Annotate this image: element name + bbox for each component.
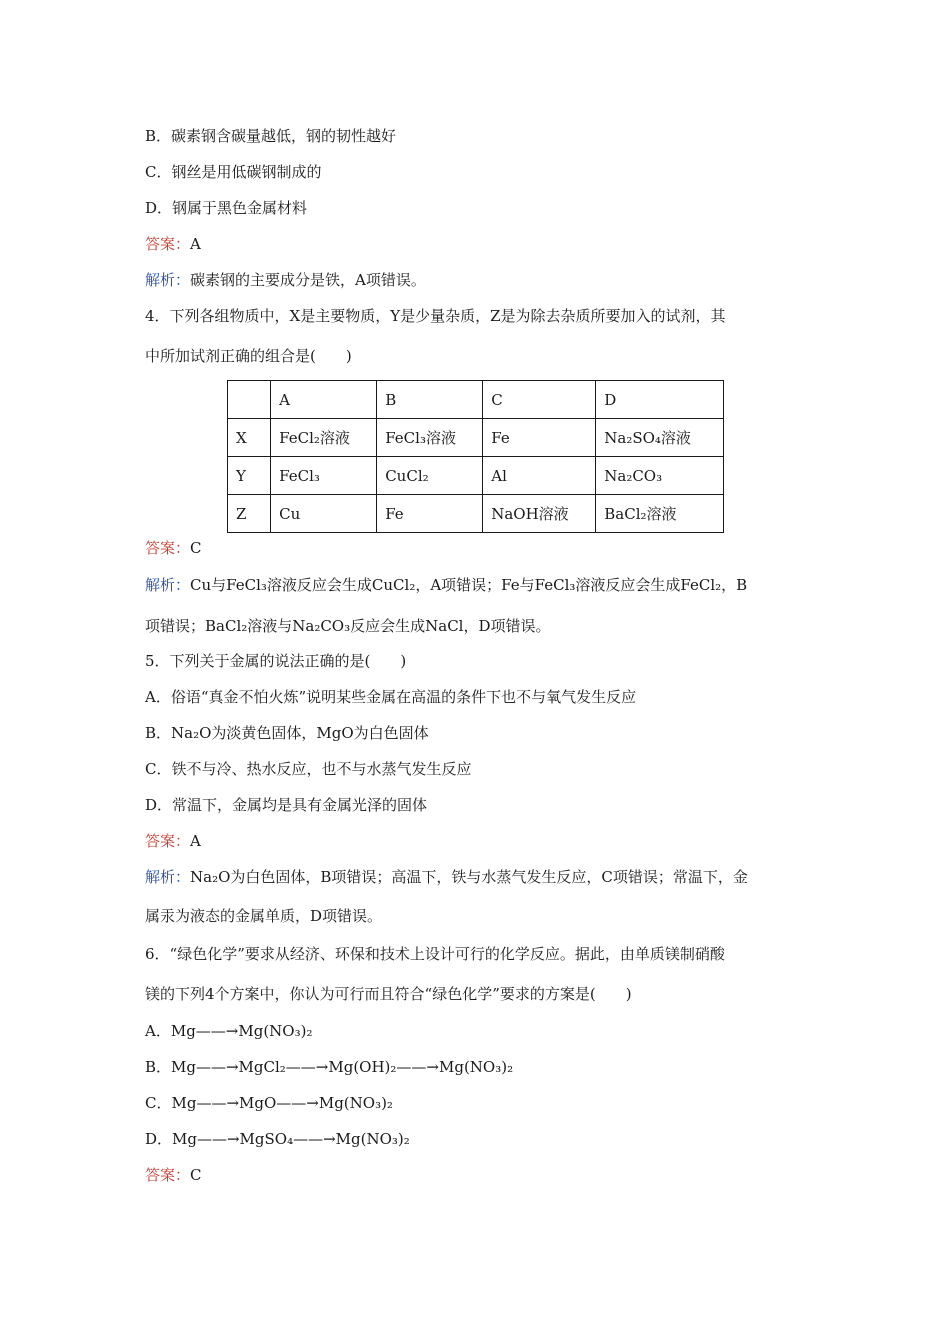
q5-analysis-line2: 属汞为液态的金属单质，D项错误。	[145, 907, 383, 925]
table-cell: Fe	[377, 495, 483, 533]
table-header-cell: A	[271, 381, 377, 419]
q6-option-d: D．Mg——→MgSO₄——→Mg(NO₃)₂	[145, 1130, 410, 1148]
q4-answer	[145, 538, 202, 558]
q3-option-d: D．钢属于黑色金属材料	[145, 199, 308, 217]
q4-stem-line2: 中所加试剂正确的组合是( )	[145, 347, 352, 365]
table-cell: FeCl₃	[271, 457, 377, 495]
q6-stem-line1: 6．“绿色化学”要求从经济、环保和技术上设计可行的化学反应。据此，由单质镁制硝酸	[145, 945, 725, 963]
analysis-label: 解析：	[145, 868, 191, 886]
q5-option-c: C．铁不与冷、热水反应，也不与水蒸气发生反应	[145, 760, 472, 778]
q5-option-d: D．常温下，金属均是具有金属光泽的固体	[145, 796, 428, 814]
q5-answer	[145, 831, 201, 851]
table-cell: FeCl₂溶液	[271, 419, 377, 457]
analysis-text: 碳素钢的主要成分是铁，A项错误。	[190, 271, 426, 289]
table-row-label: Y	[228, 457, 271, 495]
q5-option-b: B．Na₂O为淡黄色固体，MgO为白色固体	[145, 724, 429, 742]
analysis-label: 解析：	[145, 576, 191, 594]
table-row	[228, 457, 724, 495]
q4-analysis-line2: 项错误；BaCl₂溶液与Na₂CO₃反应会生成NaCl，D项错误。	[145, 617, 551, 635]
table-cell: NaOH溶液	[483, 495, 596, 533]
table-cell: BaCl₂溶液	[596, 495, 724, 533]
table-cell: CuCl₂	[377, 457, 483, 495]
q6-option-c: C．Mg——→MgO——→Mg(NO₃)₂	[145, 1094, 393, 1112]
table-cell: FeCl₃溶液	[377, 419, 483, 457]
q5-analysis-line1	[145, 867, 748, 887]
answer-value: C	[190, 1166, 202, 1184]
analysis-label: 解析：	[145, 271, 191, 289]
table-row	[228, 381, 724, 419]
answer-label: 答案：	[145, 832, 191, 850]
q3-answer	[145, 234, 201, 254]
answer-label: 答案：	[145, 539, 191, 557]
q5-option-a: A．俗语“真金不怕火炼”说明某些金属在高温的条件下也不与氧气发生反应	[145, 688, 637, 706]
table-cell: Al	[483, 457, 596, 495]
table-row-label: X	[228, 419, 271, 457]
table-row	[228, 419, 724, 457]
answer-value: C	[190, 539, 202, 557]
table-cell: Fe	[483, 419, 596, 457]
q6-stem-line2: 镁的下列4个方案中，你认为可行而且符合“绿色化学”要求的方案是( )	[145, 985, 632, 1003]
answer-label: 答案：	[145, 235, 191, 253]
answer-label: 答案：	[145, 1166, 191, 1184]
table-cell: Na₂CO₃	[596, 457, 724, 495]
q3-option-c: C．钢丝是用低碳钢制成的	[145, 163, 322, 181]
table-header-cell: B	[377, 381, 483, 419]
q3-option-b: B．碳素钢含碳量越低，钢的韧性越好	[145, 127, 397, 145]
analysis-text: Cu与FeCl₃溶液反应会生成CuCl₂，A项错误；Fe与FeCl₃溶液反应会生成FeCl₂，B	[190, 576, 748, 594]
table-row	[228, 495, 724, 533]
q5-stem: 5．下列关于金属的说法正确的是( )	[145, 652, 407, 670]
answer-value: A	[190, 235, 201, 253]
answer-value: A	[190, 832, 201, 850]
table-cell	[228, 381, 271, 419]
q6-option-b: B．Mg——→MgCl₂——→Mg(OH)₂——→Mg(NO₃)₂	[145, 1058, 514, 1076]
q3-analysis	[145, 270, 426, 290]
analysis-text: Na₂O为白色固体，B项错误；高温下，铁与水蒸气发生反应，C项错误；常温下，金	[190, 868, 748, 886]
q6-option-a: A．Mg——→Mg(NO₃)₂	[145, 1022, 313, 1040]
q4-analysis-line1	[145, 575, 747, 595]
q4-options-table	[227, 380, 724, 533]
table-cell: Na₂SO₄溶液	[596, 419, 724, 457]
q6-answer	[145, 1165, 202, 1185]
table-cell: Cu	[271, 495, 377, 533]
table-row-label: Z	[228, 495, 271, 533]
table-header-cell: D	[596, 381, 724, 419]
table-header-cell: C	[483, 381, 596, 419]
q4-stem-line1: 4．下列各组物质中，X是主要物质，Y是少量杂质，Z是为除去杂质所要加入的试剂，其	[145, 307, 726, 325]
